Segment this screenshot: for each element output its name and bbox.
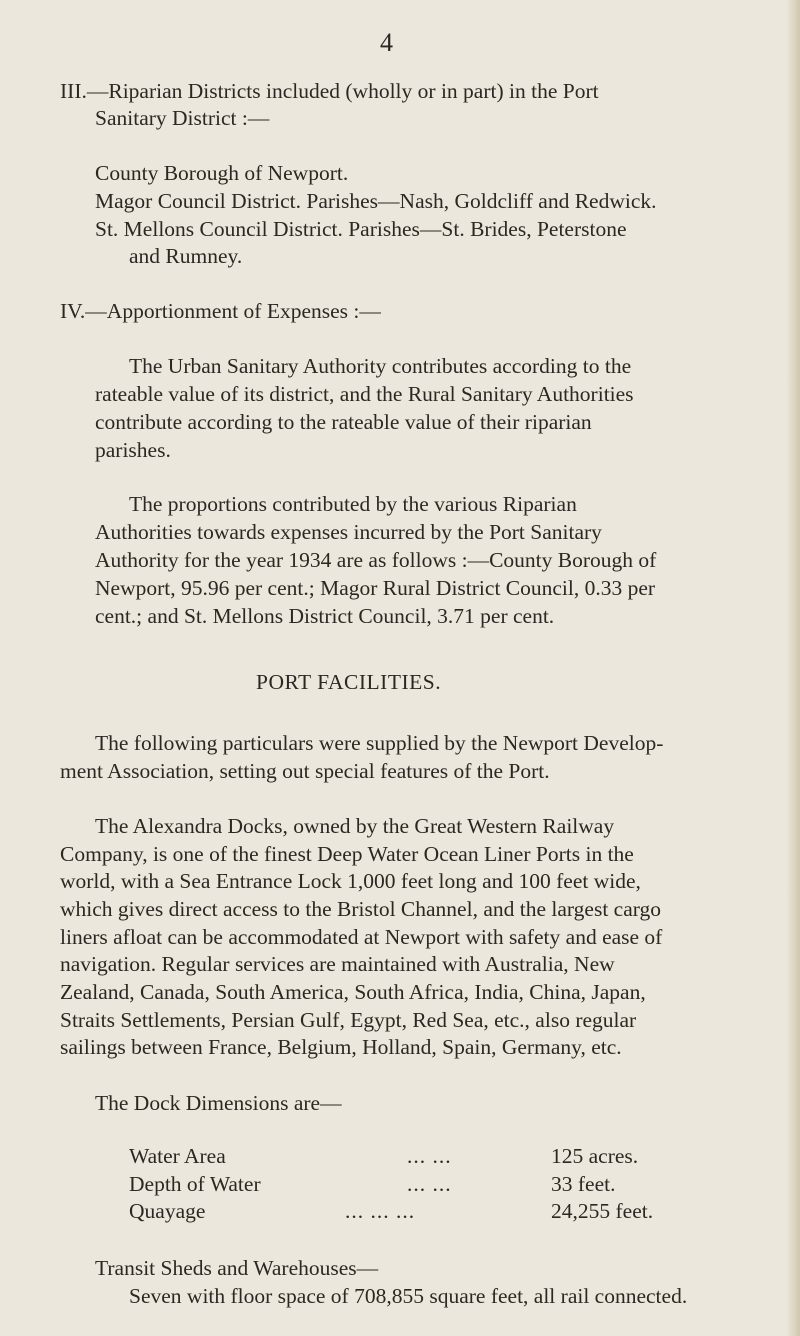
page-number: 4 — [380, 28, 393, 57]
paragraph-line: Authorities towards expenses incurred by the Port Sanitary — [95, 520, 602, 544]
dimension-label: Quayage — [129, 1199, 206, 1223]
paragraph-line: rateable value of its district, and the Rural Sanitary Authorities — [95, 382, 634, 406]
section-iii-line-1: III.—Riparian Districts included (wholly or in part) in the Port — [60, 79, 599, 103]
paragraph-line: contribute according to the rateable value of their riparian — [95, 410, 592, 434]
paragraph-line: navigation. Regular services are maintained with Australia, New — [60, 952, 615, 976]
paragraph-line: The Alexandra Docks, owned by the Great Western Railway — [95, 814, 615, 838]
paragraph-line: The following particulars were supplied by the Newport Develop- — [95, 731, 664, 755]
riparian-item: St. Mellons Council District. Parishes—St. Brides, Peterstone — [95, 217, 627, 241]
paragraph-line: Newport, 95.96 per cent.; Magor Rural District Council, 0.33 per — [95, 576, 656, 600]
paragraph-line: which gives direct access to the Bristol Channel, and the largest cargo — [60, 897, 662, 921]
section-iv-heading: IV.—Apportionment of Expenses :— — [60, 299, 381, 323]
riparian-item: and Rumney. — [129, 244, 243, 268]
paragraph-line: Authority for the year 1934 are as follows :—County Borough of — [95, 548, 657, 572]
dimension-value: 24,255 feet. — [551, 1199, 654, 1223]
dimension-leader-dots: ... ... — [407, 1144, 452, 1168]
paragraph-line: Zealand, Canada, South America, South Africa, India, China, Japan, — [60, 980, 646, 1004]
paragraph-line: sailings between France, Belgium, Holland, Spain, Germany, etc. — [60, 1035, 622, 1059]
paragraph-line: Company, is one of the finest Deep Water Ocean Liner Ports in the — [60, 842, 634, 866]
dimension-label: Water Area — [129, 1144, 226, 1168]
dims-heading: The Dock Dimensions are— — [95, 1091, 342, 1115]
transit-text: Seven with floor space of 708,855 square feet, all rail connected. — [129, 1284, 688, 1308]
paragraph-line: liners afloat can be accommodated at Newport with safety and ease of — [60, 925, 663, 949]
riparian-item: Magor Council District. Parishes—Nash, Goldcliff and Redwick. — [95, 189, 657, 213]
paragraph-line: The Urban Sanitary Authority contributes according to the — [129, 354, 632, 378]
riparian-item: County Borough of Newport. — [95, 161, 349, 185]
dimension-label: Depth of Water — [129, 1172, 261, 1196]
section-iii-line-2: Sanitary District :— — [95, 106, 270, 130]
dimension-value: 33 feet. — [551, 1172, 616, 1196]
paragraph-line: cent.; and St. Mellons District Council, 3.71 per cent. — [95, 604, 555, 628]
page-edge-shadow — [786, 0, 800, 1336]
transit-heading: Transit Sheds and Warehouses— — [95, 1256, 379, 1280]
dimension-leader-dots: ... ... ... — [345, 1199, 416, 1223]
dimension-leader-dots: ... ... — [407, 1172, 452, 1196]
dimension-value: 125 acres. — [551, 1144, 639, 1168]
paragraph-line: ment Association, setting out special features of the Port. — [60, 759, 550, 783]
paragraph-line: Straits Settlements, Persian Gulf, Egypt, Red Sea, etc., also regular — [60, 1008, 637, 1032]
paragraph-line: The proportions contributed by the various Riparian — [129, 492, 577, 516]
paragraph-line: parishes. — [95, 438, 171, 462]
section-title: PORT FACILITIES. — [256, 670, 442, 694]
paragraph-line: world, with a Sea Entrance Lock 1,000 feet long and 100 feet wide, — [60, 869, 641, 893]
